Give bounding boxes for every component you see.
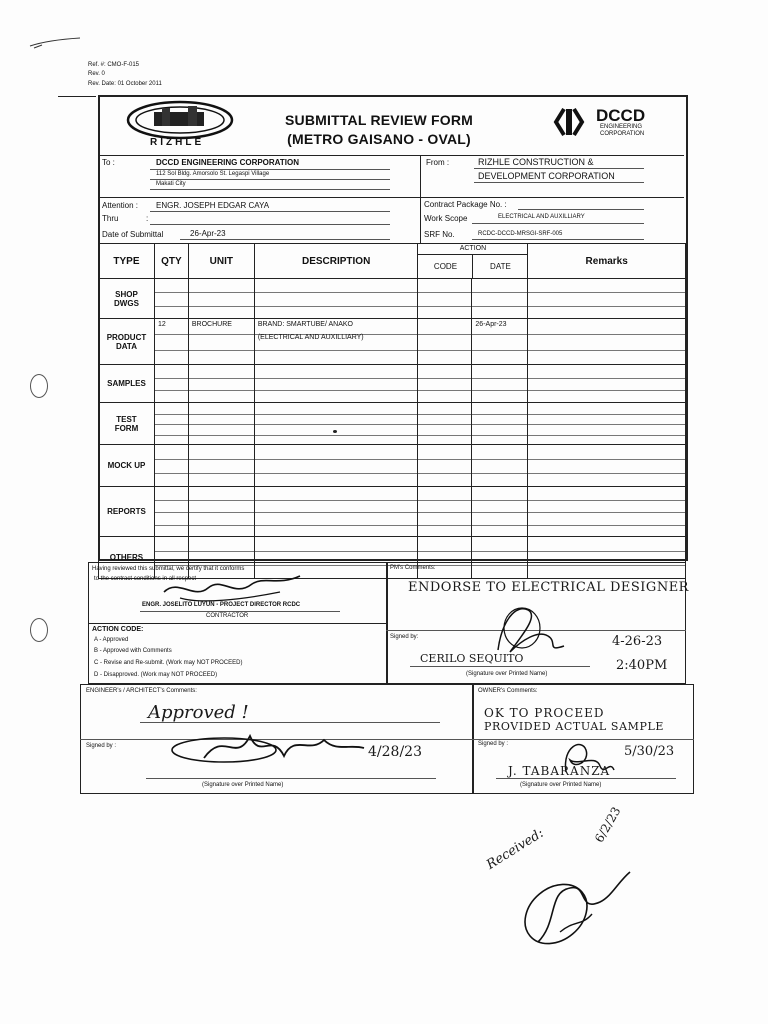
owner-comments-label: OWNER's Comments: xyxy=(478,688,538,694)
owner-signature-caption: (Signature over Printed Name) xyxy=(520,782,602,788)
certify-line1: Having reviewed this submittal, we certify that it conforms xyxy=(92,566,245,572)
attention-value: ENGR. JOSEPH EDGAR CAYA xyxy=(156,201,270,210)
action-code-d: D - Disapproved. (Work may NOT PROCEED) xyxy=(94,672,218,678)
date-cell xyxy=(472,403,528,445)
table-row xyxy=(99,487,686,537)
dccd-brand-sub1: ENGINEERING xyxy=(600,124,643,130)
owner-date: 5/30/23 xyxy=(624,744,675,759)
unit-cell xyxy=(188,365,254,403)
qty-header: QTY xyxy=(154,244,188,279)
type-cell: TEST FORM xyxy=(99,403,155,445)
ref-rev-date: Rev. Date: 01 October 2011 xyxy=(88,81,162,87)
type-cell: MOCK UP xyxy=(99,445,155,487)
code-cell xyxy=(418,403,472,445)
description-header: DESCRIPTION xyxy=(254,244,418,279)
to-address1: 112 Sol Bldg. Amorsolo St. Legaspi Village xyxy=(156,171,270,177)
unit-cell: BROCHURE xyxy=(188,319,254,365)
description-cell: BRAND: SMARTUBE/ ANAKO (ELECTRICAL AND AUXILLIARY) xyxy=(254,319,418,365)
engineer-signed-by: Signed by : xyxy=(86,743,117,749)
contract-package-label: Contract Package No. : xyxy=(424,200,507,209)
date-cell xyxy=(472,487,528,537)
table-row xyxy=(99,279,686,319)
code-cell xyxy=(418,365,472,403)
remarks-cell xyxy=(528,403,686,445)
form-title-line1: SUBMITTAL REVIEW FORM xyxy=(284,112,473,128)
attention-label: Attention : xyxy=(102,201,139,210)
code-cell xyxy=(418,319,472,365)
dccd-brand-name: DCCD xyxy=(596,106,646,125)
description-cell xyxy=(254,279,418,319)
unit-cell xyxy=(188,279,254,319)
received-date: 6/2/23 xyxy=(592,804,624,845)
remarks-cell xyxy=(528,445,686,487)
ref-revision: Rev. 0 xyxy=(88,71,105,77)
contractor-signatory: ENGR. JOSELITO LUYUN - PROJECT DIRECTOR RCDC xyxy=(142,602,301,608)
to-label: To : xyxy=(102,158,115,167)
pm-signed-by: Signed by: xyxy=(390,634,419,640)
type-cell: SHOP DWGS xyxy=(99,279,155,319)
pm-comments-label: PM's Comments: xyxy=(390,565,436,571)
ref-number: Ref. #: CMO-F-015 xyxy=(88,62,140,68)
remarks-cell xyxy=(528,365,686,403)
pm-date: 4-26-23 xyxy=(612,634,663,649)
table-header-row xyxy=(99,244,686,279)
description-cell xyxy=(254,445,418,487)
to-address2: Makati City xyxy=(156,181,186,187)
description-line2: (ELECTRICAL AND AUXILLIARY) xyxy=(257,334,364,341)
action-code-b: B - Approved with Comments xyxy=(94,648,172,654)
owner-comment1: OK TO PROCEED xyxy=(484,706,605,720)
owner-signed-by: Signed by : xyxy=(478,741,509,747)
engineer-comment: Approved ! xyxy=(148,702,249,723)
engineer-date: 4/28/23 xyxy=(368,744,422,760)
action-header: ACTION CODE DATE xyxy=(418,244,528,279)
form-title-line2: (METRO GAISANO - OVAL) xyxy=(287,131,471,147)
thru-label: Thru xyxy=(102,214,119,223)
qty-cell xyxy=(154,487,188,537)
action-code-title: ACTION CODE: xyxy=(92,626,144,633)
type-cell: OTHERS xyxy=(99,537,155,579)
qty-cell xyxy=(154,279,188,319)
code-cell xyxy=(418,445,472,487)
code-header: CODE xyxy=(418,255,473,278)
qty-cell: 12 xyxy=(154,319,188,365)
remarks-header: Remarks xyxy=(528,244,686,279)
date-cell: 26-Apr-23 xyxy=(472,319,528,365)
owner-comment2: PROVIDED ACTUAL SAMPLE xyxy=(484,720,665,733)
work-scope-value: ELECTRICAL AND AUXILLIARY xyxy=(498,214,585,220)
table-row xyxy=(99,319,686,365)
dccd-brand-sub2: CORPORATION xyxy=(600,131,645,137)
type-cell: SAMPLES xyxy=(99,365,155,403)
pm-signature xyxy=(488,600,572,660)
unit-header: UNIT xyxy=(188,244,254,279)
date-of-submittal-value: 26-Apr-23 xyxy=(190,229,226,238)
pen-mark xyxy=(28,36,88,50)
rizhle-logo-text: RIZHLE xyxy=(150,137,205,148)
dccd-logo-icon xyxy=(552,105,588,139)
pm-comment: ENDORSE TO ELECTRICAL DESIGNER xyxy=(408,580,689,595)
date-cell xyxy=(472,445,528,487)
punch-hole-top xyxy=(30,374,48,398)
engineer-signature-caption: (Signature over Printed Name) xyxy=(202,782,284,788)
received-label: Received: xyxy=(484,825,547,873)
submittal-table xyxy=(98,243,686,579)
unit-cell xyxy=(188,403,254,445)
work-scope-label: Work Scope xyxy=(424,214,468,223)
engineer-signature xyxy=(164,724,374,774)
contractor-role: CONTRACTOR xyxy=(206,613,249,619)
date-of-submittal-label: Date of Submittal xyxy=(102,230,164,239)
srf-label: SRF No. xyxy=(424,230,455,239)
date-cell xyxy=(472,365,528,403)
description-cell xyxy=(254,403,418,445)
punch-hole-bottom xyxy=(30,618,48,642)
received-signature xyxy=(508,862,638,958)
pm-time: 2:40PM xyxy=(616,658,668,673)
srf-value: RCDC-DCCD-MRSGI-SRF-005 xyxy=(478,231,563,237)
date-cell xyxy=(472,279,528,319)
qty-cell xyxy=(154,365,188,403)
type-header: TYPE xyxy=(99,244,155,279)
description-cell xyxy=(254,365,418,403)
table-row xyxy=(99,445,686,487)
code-cell xyxy=(418,279,472,319)
qty-cell xyxy=(154,445,188,487)
type-cell: REPORTS xyxy=(99,487,155,537)
action-code-a: A - Approved xyxy=(94,637,129,643)
remarks-cell xyxy=(528,319,686,365)
owner-name: J. TABARANZA xyxy=(508,764,611,778)
certify-line2: to the contract conditions in all respect xyxy=(94,576,197,582)
to-value: DCCD ENGINEERING CORPORATION xyxy=(156,158,299,167)
code-cell xyxy=(418,487,472,537)
pm-signature-caption: (Signature over Printed Name) xyxy=(466,671,548,677)
action-code-c: C - Revise and Re-submit. (Work may NOT PROCEED) xyxy=(94,660,243,666)
unit-cell xyxy=(188,445,254,487)
table-row xyxy=(99,403,686,445)
from-label: From : xyxy=(426,158,450,167)
from-value2: DEVELOPMENT CORPORATION xyxy=(478,171,615,181)
remarks-cell xyxy=(528,279,686,319)
table-row xyxy=(99,365,686,403)
description-cell xyxy=(254,487,418,537)
remarks-cell xyxy=(528,487,686,537)
unit-cell xyxy=(188,487,254,537)
type-cell: PRODUCT DATA xyxy=(99,319,155,365)
pm-name: CERILO SEQUITO xyxy=(420,652,524,665)
from-value1: RIZHLE CONSTRUCTION & xyxy=(478,157,594,167)
engineer-comments-label: ENGINEER's / ARCHITECT's Comments: xyxy=(86,688,197,694)
contractor-signature xyxy=(160,570,310,608)
date-header: DATE xyxy=(490,262,511,271)
qty-cell xyxy=(154,403,188,445)
